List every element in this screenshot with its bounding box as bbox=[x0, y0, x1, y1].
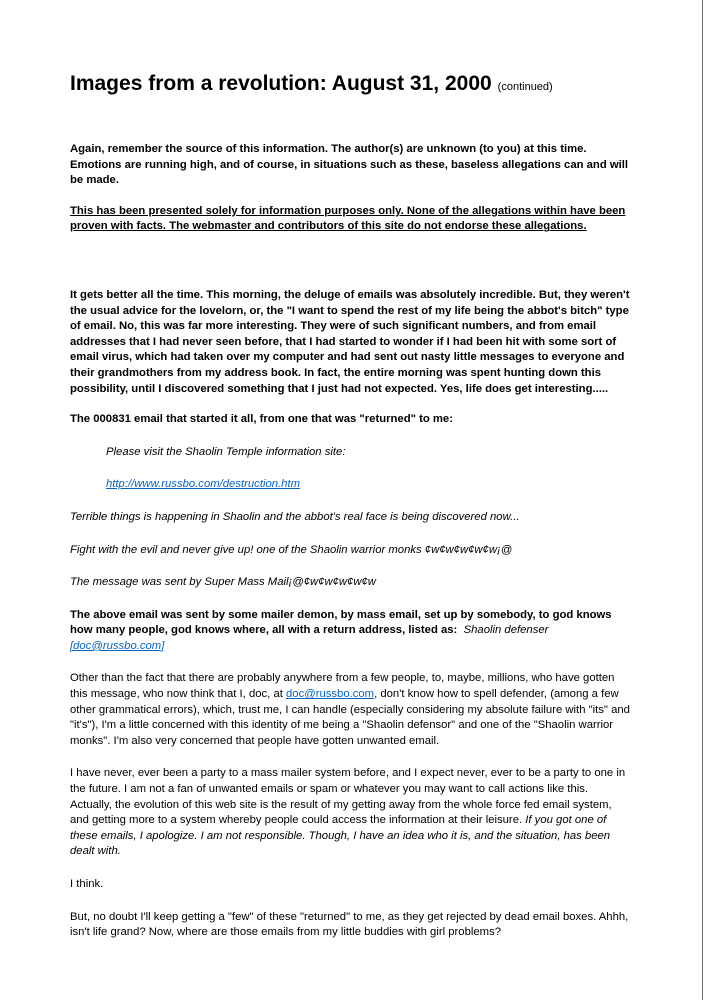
mass-mail-sender-email-link[interactable]: [doc@russbo.com] bbox=[70, 639, 165, 652]
doc-email-link[interactable]: doc@russbo.com bbox=[286, 688, 375, 701]
email-line-link-row bbox=[106, 477, 630, 493]
closing-paragraph: But, no doubt I'll keep getting a "few" of these "returned" to me, as they get rejected by dead email boxes. Ahhh, isn't life grand? Now, where are those emails from my little buddies with girl problems? bbox=[70, 910, 629, 939]
title-text: Images from a revolution: August 31, 2000 bbox=[70, 72, 492, 95]
story-paragraph: It gets better all the time. This morning, the deluge of emails was absolutely incredible. But, they weren't the usual advice for the lovelorn, or, the "I want to spend the rest of my life being the abbot's bitch" type of email. No, this was far more interesting. They were of such significant numbers, and from email addresses that I had never seen before, that I had started to wonder if I had been hit with some sort of email virus, which had taken over my computer and had sent out nasty little messages to everyone and their grandmothers from my address book. In fact, the entire morning was spent hunting down this possibility, until I discovered something that I just had not expected. Yes, life does get interesting..... bbox=[70, 288, 630, 395]
other-text-before: Other than the fact that there are probably anywhere from a few people, to, maybe, millions, who have gotten this message, who now think that I, doc, at bbox=[70, 672, 615, 701]
mass-mail-bold-text: The above email was sent by some mailer demon, by mass email, set up by somebody, to god knows how many people, god knows where, all with a return address, listed as: bbox=[70, 608, 612, 637]
other-paragraph bbox=[70, 671, 630, 749]
document-body bbox=[70, 72, 630, 941]
mass-mail-sender: Shaolin defenser bbox=[463, 624, 549, 637]
other-text-after: , don't know how to spell defender, (among a few other grammatical errors), which, trust me, I can handle (especially considering my absolute failure with "its" and "it's"), I'm a little concerned with this identity of me being a "Shaolin defensor" and one of the "Shaolin warrior monks". I'm also very concerned that people have gotten unwanted email. bbox=[70, 688, 630, 747]
never-paragraph bbox=[70, 766, 630, 860]
destruction-link[interactable]: http://www.russbo.com/destruction.htm bbox=[106, 478, 301, 491]
email-heading: The 000831 email that started it all, from one that was "returned" to me: bbox=[70, 413, 453, 426]
apology-text: If you got one of these emails, I apologize. I am not responsible. Though, I have an idea who it is, and the situation, has been dealt with. bbox=[70, 814, 611, 858]
page-title bbox=[70, 72, 630, 99]
page-border bbox=[702, 0, 703, 1000]
never-text: I have never, ever been a party to a mass mailer system before, and I expect never, ever to be a party to one in the future. I am not a fan of unwanted emails or spam or whatever you may want to call actions like this. Actually, the evolution of this web site is the result of my getting away from the whole force fed email system, and getting more to a system whereby people could access the information at their leisure. bbox=[70, 767, 626, 827]
email-line-terrible: Terrible things is happening in Shaolin and the abbot's real face is being discovered now... bbox=[70, 510, 520, 523]
email-line-fight: Fight with the evil and never give up! one of the Shaolin warrior monks ¢w¢w¢w¢w¢w¡@ bbox=[70, 543, 513, 556]
email-line-sent: The message was sent by Super Mass Mail¡@¢w¢w¢w¢w¢w bbox=[70, 576, 376, 589]
title-continued: (continued) bbox=[497, 81, 553, 93]
think-paragraph: I think. bbox=[70, 878, 104, 890]
disclaimer-paragraph: This has been presented solely for information purposes only. None of the allegations within have been proven with facts. The webmaster and contributors of this site do not endorse these allegations. bbox=[70, 204, 626, 233]
intro-paragraph: Again, remember the source of this information. The author(s) are unknown (to you) at this time. Emotions are running high, and of course, in situations such as these, baseless allegations can and will be made. bbox=[70, 143, 629, 187]
email-line-visit: Please visit the Shaolin Temple information site: bbox=[106, 445, 346, 458]
mass-mail-paragraph bbox=[70, 608, 630, 655]
